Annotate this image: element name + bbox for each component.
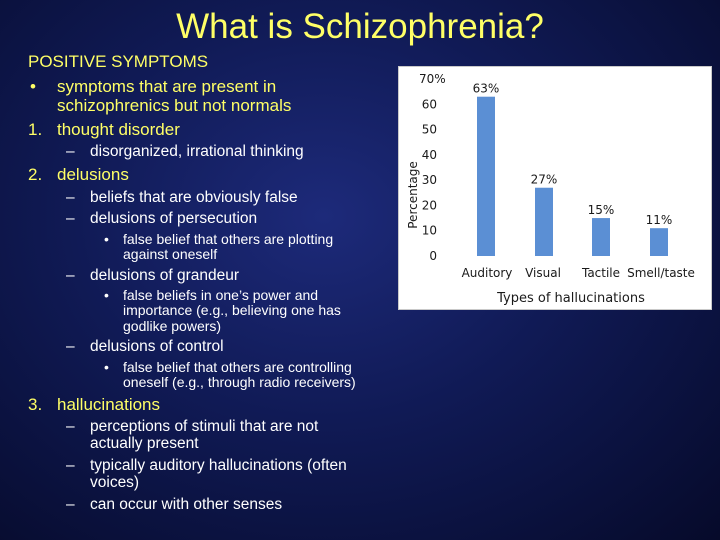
dash-marker: – — [66, 143, 75, 160]
dash-marker: – — [66, 338, 75, 355]
bar-chart-svg — [399, 67, 711, 309]
bar — [477, 97, 495, 256]
sub-auditory-line2: voices) — [90, 474, 140, 491]
x-tick-label: Visual — [525, 266, 561, 280]
item-number-1: 1. — [28, 120, 43, 139]
bar — [535, 188, 553, 256]
dash-marker: – — [66, 267, 75, 284]
x-axis-label: Types of hallucinations — [497, 291, 645, 306]
bar-value-label: 15% — [587, 203, 615, 218]
sub-disorganized-thinking: disorganized, irrational thinking — [90, 143, 304, 160]
sub-beliefs-false: beliefs that are obviously false — [90, 189, 298, 206]
bar-value-label: 27% — [530, 172, 558, 187]
bar — [592, 218, 610, 256]
detail-grandeur-line2: importance (e.g., believing one has — [123, 302, 341, 318]
y-axis-label: Percentage — [406, 161, 420, 229]
detail-grandeur-line1: false beliefs in one’s power and — [123, 287, 319, 303]
y-tick-label: 20 — [421, 198, 437, 213]
dash-marker: – — [66, 457, 75, 474]
slide-title: What is Schizophrenia? — [176, 7, 544, 46]
bar — [650, 228, 668, 256]
detail-control-line2: oneself (e.g., through radio receivers) — [123, 374, 356, 390]
bullet-marker: • — [104, 287, 109, 303]
dash-marker: – — [66, 189, 75, 206]
y-tick-label: 70% — [419, 72, 446, 86]
item-thought-disorder: thought disorder — [57, 120, 180, 139]
detail-grandeur-line3: godlike powers) — [123, 318, 222, 334]
bullet-text-line2: schizophrenics but not normals — [57, 96, 292, 115]
y-tick-label: 30 — [421, 173, 437, 188]
sub-delusions-grandeur: delusions of grandeur — [90, 267, 240, 284]
dash-marker: – — [66, 496, 75, 513]
x-tick-label: Tactile — [581, 266, 621, 280]
hallucination-chart — [398, 66, 712, 310]
bar-value-label: 11% — [645, 213, 673, 228]
section-title: POSITIVE SYMPTOMS — [28, 52, 209, 71]
sub-delusions-control: delusions of control — [90, 338, 224, 355]
dash-marker: – — [66, 210, 75, 227]
item-number-3: 3. — [28, 395, 43, 414]
item-number-2: 2. — [28, 165, 43, 184]
y-tick-label: 60 — [421, 97, 437, 112]
detail-control-line1: false belief that others are controlling — [123, 359, 352, 375]
y-tick-label: 50 — [421, 122, 437, 137]
item-delusions: delusions — [57, 165, 129, 184]
x-tick-label: Auditory — [461, 266, 513, 280]
y-tick-label: 10 — [421, 223, 437, 238]
detail-persecution-line2: against oneself — [123, 246, 218, 262]
y-tick-label: 0 — [429, 249, 437, 263]
sub-perceptions-line2: actually present — [90, 435, 199, 452]
bullet-marker: • — [104, 231, 109, 247]
sub-auditory-line1: typically auditory hallucinations (often — [90, 457, 347, 474]
dash-marker: – — [66, 418, 75, 435]
bullet-text-line1: symptoms that are present in — [57, 77, 277, 96]
item-hallucinations: hallucinations — [57, 395, 161, 414]
sub-delusions-persecution: delusions of persecution — [90, 210, 258, 227]
bar-value-label: 63% — [472, 81, 500, 96]
bullet-marker: • — [30, 77, 36, 96]
detail-persecution-line1: false belief that others are plotting — [123, 231, 334, 247]
sub-other-senses: can occur with other senses — [90, 496, 283, 513]
bullet-marker: • — [104, 359, 109, 375]
sub-perceptions-line1: perceptions of stimuli that are not — [90, 418, 319, 435]
x-tick-label: Smell/taste — [627, 266, 695, 280]
y-tick-label: 40 — [421, 147, 437, 162]
